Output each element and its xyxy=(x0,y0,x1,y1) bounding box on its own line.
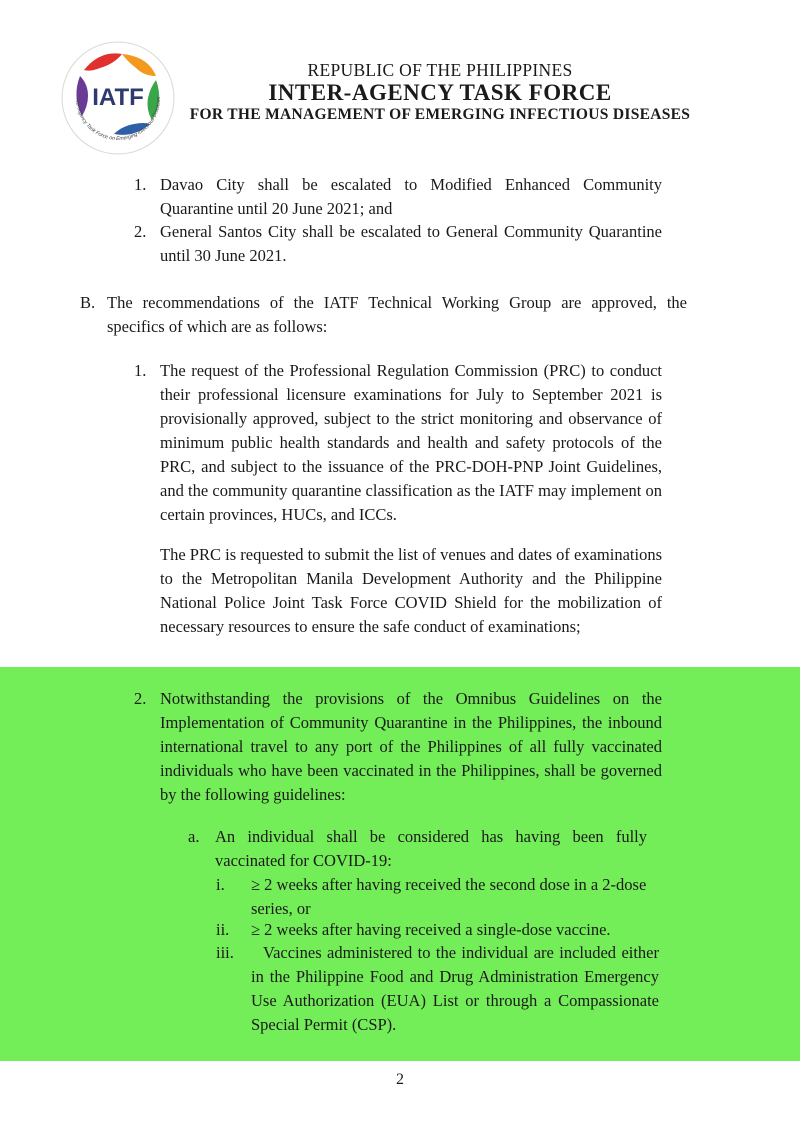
list-marker: 2. xyxy=(134,222,147,241)
sub-a-text: An individual shall be considered has having been fully vaccinated for COVID-19: xyxy=(215,827,647,870)
page-number: 2 xyxy=(396,1071,404,1088)
sub-a-marker: a. xyxy=(188,827,200,846)
roman-item: ≥ 2 weeks after having received the second dose in a 2-dose series, or xyxy=(251,875,647,918)
logo-text: IATF xyxy=(92,84,144,111)
header-subtitle: FOR THE MANAGEMENT OF EMERGING INFECTIOUS DISEASES xyxy=(189,106,691,123)
roman-item: ≥ 2 weeks after having received a single-dose vaccine. xyxy=(251,920,611,939)
item2-paragraph: Notwithstanding the provisions of the Omnibus Guidelines on the Implementation of Community Quarantine in the Philippines, the inbound international travel to any port of the Philippines of all fully vaccinated individuals who have been vaccinated in the Philippines, shall be governed by the following guidelines: xyxy=(160,689,662,804)
header-republic: REPUBLIC OF THE PHILIPPINES xyxy=(307,60,573,80)
list-item: General Santos City shall be escalated to General Community Quarantine until 30 June 2021. xyxy=(160,222,662,265)
section-b-marker: B. xyxy=(80,293,96,312)
header-task-force: INTER-AGENCY TASK FORCE xyxy=(268,80,612,105)
section-b-text: The recommendations of the IATF Technical Working Group are approved, the specifics of which are as follows: xyxy=(107,293,687,336)
roman-marker: ii. xyxy=(216,920,230,939)
iatf-logo xyxy=(60,40,176,156)
roman-marker: iii. xyxy=(216,943,234,962)
list-marker: 1. xyxy=(134,175,147,194)
roman-marker: i. xyxy=(216,875,225,894)
item1-paragraph-1: The request of the Professional Regulation Commission (PRC) to conduct their professional licensure examinations for July to September 2021 is provisionally approved, subject to the strict monitoring and observance of minimum public health standards and health and safety protocols of the PRC, and subject to the issuance of the PRC-DOH-PNP Joint Guidelines, and the community quarantine classification as the IATF may implement on certain provinces, HUCs, and ICCs. xyxy=(160,361,662,524)
item1-paragraph-2: The PRC is requested to submit the list of venues and dates of examinations to the Metropolitan Manila Development Authority and the Philippine National Police Joint Task Force COVID Shield for the mobilization of necessary resources to ensure the safe conduct of examinations; xyxy=(160,545,662,636)
roman-item: Vaccines administered to the individual are included either in the Philippine Food and Drug Administration Emergency Use Authorization (EUA) List or through a Compassionate Special Permit (CSP). xyxy=(251,943,659,1034)
logo-ring-text: nter-Agency Task Force on Emerging Infectious Diseases xyxy=(73,96,163,143)
item1-marker: 1. xyxy=(134,361,147,380)
item2-marker: 2. xyxy=(134,689,147,708)
list-item: Davao City shall be escalated to Modified Enhanced Community Quarantine until 20 June 2021; and xyxy=(160,175,662,218)
